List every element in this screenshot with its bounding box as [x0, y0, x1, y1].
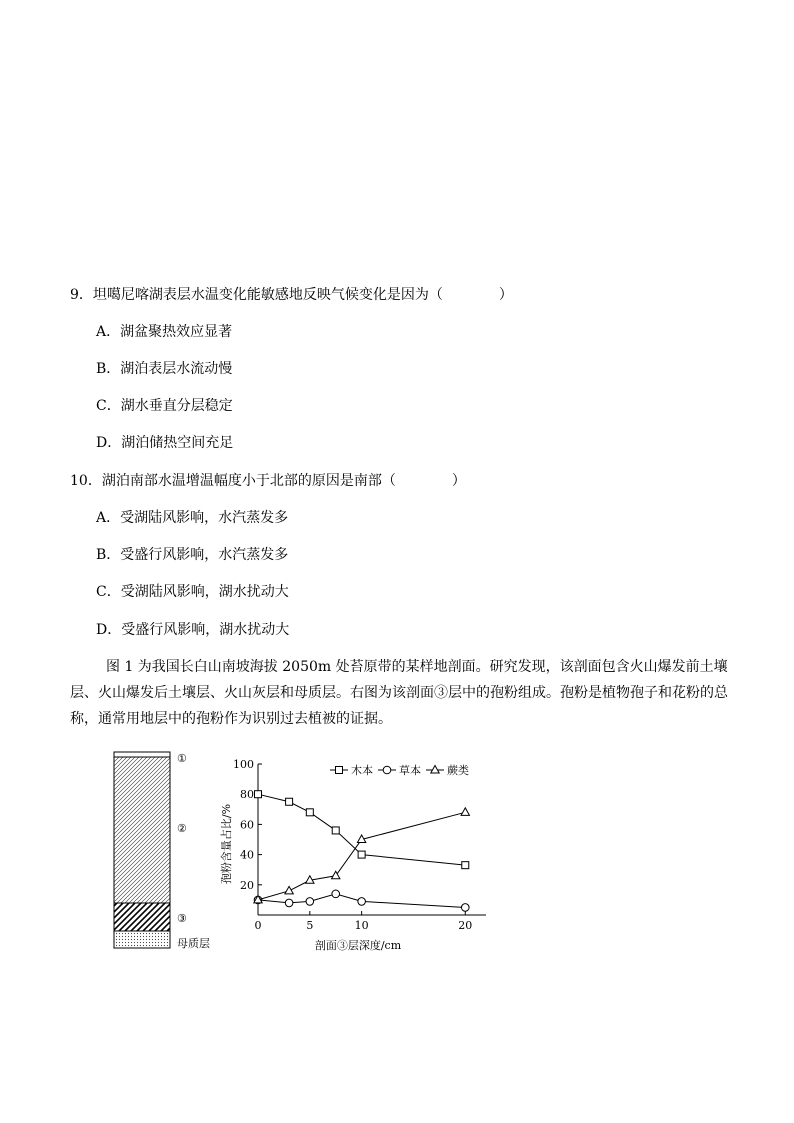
square-marker: [306, 809, 313, 816]
question-9-stem: 9．坦噶尼喀湖表层水温变化能敏感地反映气候变化是因为（ ）: [70, 287, 513, 303]
figure-svg: [100, 740, 500, 960]
legend-item: [330, 763, 373, 777]
question-10-option-c: C．受湖陆风影响，湖水扰动大: [96, 584, 289, 600]
y-tick-label: 20: [240, 878, 254, 892]
square-marker: [462, 862, 469, 869]
parent-material-layer: [114, 931, 170, 948]
legend: [330, 763, 469, 777]
legend-label: 草本: [399, 764, 421, 777]
circle-marker: [383, 766, 391, 774]
soil-profile: [114, 752, 210, 950]
passage-text: 图 1 为我国长白山南坡海拔 2050m 处苔原带的某样地剖面。研究发现，该剖面包含火山爆发前土壤层、火山爆发后土壤层、火山灰层和母质层。右图为该剖面③层中的孢粉组成。孢粉是植物孢子和花粉的总称，通常用地层中的孢粉作为识别过去植被的证据。: [70, 659, 728, 727]
layer-2: [114, 757, 170, 903]
circle-marker: [332, 890, 340, 898]
square-marker: [286, 798, 293, 805]
legend-label: 蕨类: [447, 764, 469, 777]
square-marker: [255, 791, 262, 798]
layer-label-parent: 母质层: [177, 937, 210, 950]
layer-label-1: ①: [177, 752, 187, 765]
x-tick-label: 20: [458, 919, 473, 932]
x-axis-label: 剖面③层深度/cm: [314, 939, 402, 952]
square-marker: [332, 827, 339, 834]
series-layer: [254, 791, 470, 912]
triangle-marker: [461, 808, 469, 816]
circle-marker: [358, 898, 366, 906]
question-9-option-a: A．湖盆聚热效应显著: [96, 324, 233, 340]
circle-marker: [285, 899, 293, 907]
layer-1: [114, 752, 170, 757]
question-9-option-d: D．湖泊储热空间充足: [96, 435, 234, 451]
question-10-option-d: D．受盛行风影响，湖水扰动大: [96, 622, 290, 638]
question-10-option-a: A．受湖陆风影响，水汽蒸发多: [96, 510, 289, 526]
passage: [70, 654, 730, 732]
x-tick-label: 5: [306, 919, 314, 932]
y-axis-label: 孢粉含量占比/%: [220, 803, 233, 885]
square-marker: [336, 767, 343, 774]
circle-marker: [461, 904, 469, 912]
figure: [100, 740, 500, 960]
legend-item: [426, 763, 469, 777]
triangle-marker: [285, 886, 293, 894]
y-tick-label: 60: [240, 818, 254, 832]
square-marker: [358, 851, 365, 858]
layer-3: [114, 903, 170, 931]
question-10-stem: 10．湖泊南部水温增温幅度小于北部的原因是南部（ ）: [70, 473, 466, 489]
x-tick-label: 10: [354, 919, 369, 932]
circle-marker: [306, 898, 314, 906]
y-tick-label: 100: [233, 758, 254, 771]
question-10-option-b: B．受盛行风影响，水汽蒸发多: [96, 547, 289, 563]
legend-label: 木本: [351, 764, 373, 777]
series-square: [255, 791, 469, 869]
y-tick-label: 40: [240, 848, 254, 862]
question-9-option-c: C．湖水垂直分层稳定: [96, 398, 233, 414]
layer-label-3: ③: [177, 912, 187, 925]
x-tick-label: 0: [254, 919, 262, 932]
pollen-chart: [219, 758, 486, 952]
legend-item: [378, 763, 421, 777]
y-tick-label: 80: [240, 788, 254, 802]
question-9-option-b: B．湖泊表层水流动慢: [96, 361, 233, 377]
layer-label-2: ②: [177, 822, 187, 835]
triangle-marker: [431, 766, 439, 774]
